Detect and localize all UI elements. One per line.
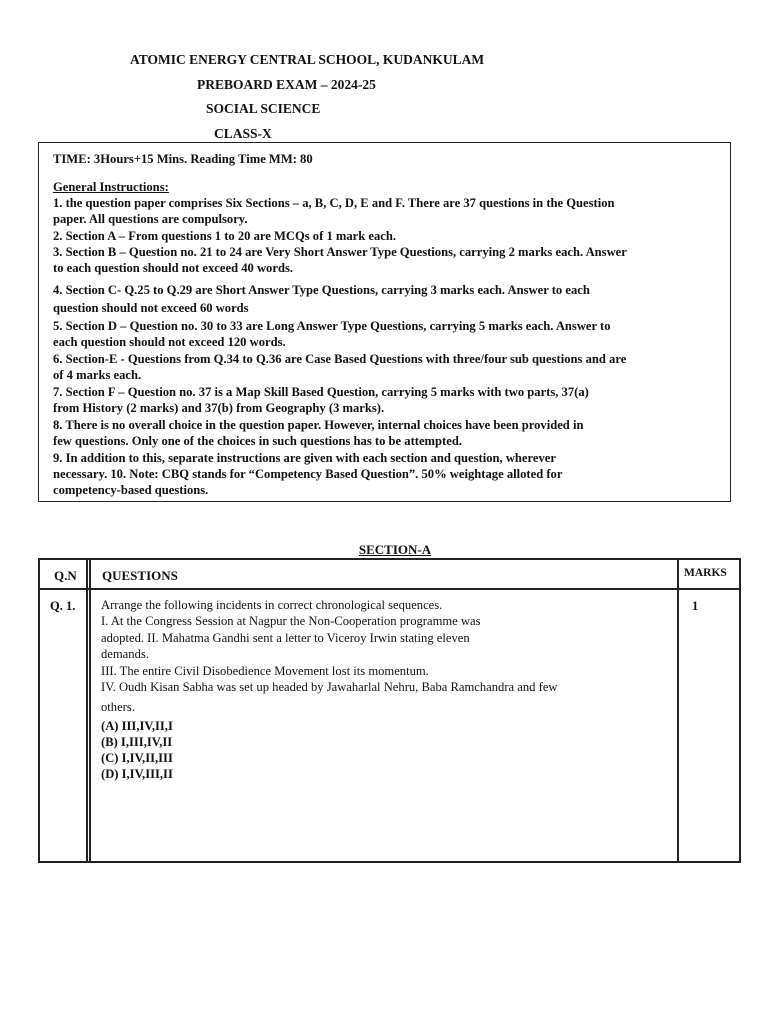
instruction-line: to each question should not exceed 40 words. xyxy=(53,261,293,275)
instruction-line: 7. Section F – Question no. 37 is a Map Skill Based Question, carrying 5 marks with two parts, 37(a) xyxy=(53,385,589,399)
instruction-line: necessary. 10. Note: CBQ stands for “Competency Based Question”. 50% weightage alloted for xyxy=(53,467,563,481)
instruction-line: 3. Section B – Question no. 21 to 24 are Very Short Answer Type Questions, carrying 2 marks each. Answer xyxy=(53,245,627,259)
option-a: (A) III,IV,II,I xyxy=(101,719,173,733)
header-qn: Q.N xyxy=(54,568,77,583)
instruction-line: each question should not exceed 120 words. xyxy=(53,335,286,349)
subject-title: SOCIAL SCIENCE xyxy=(206,101,321,116)
instruction-line: 5. Section D – Question no. 30 to 33 are Long Answer Type Questions, carrying 5 marks each. Answer to xyxy=(53,319,611,333)
header-questions: QUESTIONS xyxy=(102,568,178,583)
time-line: TIME: 3Hours+15 Mins. Reading Time MM: 80 xyxy=(53,152,313,166)
instruction-line: 9. In addition to this, separate instructions are given with each section and question, wherever xyxy=(53,451,556,465)
question-line: others. xyxy=(101,700,135,714)
question-line: Arrange the following incidents in correct chronological sequences. xyxy=(101,598,443,612)
option-c: (C) I,IV,II,III xyxy=(101,751,173,765)
option-b: (B) I,III,IV,II xyxy=(101,735,173,749)
instruction-line: of 4 marks each. xyxy=(53,368,142,382)
instruction-line: from History (2 marks) and 37(b) from Geography (3 marks). xyxy=(53,401,385,415)
question-line: adopted. II. Mahatma Gandhi sent a letter to Viceroy Irwin stating eleven xyxy=(101,631,470,645)
question-table xyxy=(38,558,741,863)
instruction-line: 2. Section A – From questions 1 to 20 are MCQs of 1 mark each. xyxy=(53,229,397,243)
question-marks: 1 xyxy=(692,599,699,613)
instructions-title: General Instructions: xyxy=(53,180,169,194)
school-name: ATOMIC ENERGY CENTRAL SCHOOL, KUDANKULAM xyxy=(130,52,485,67)
question-line: IV. Oudh Kisan Sabha was set up headed by Jawaharlal Nehru, Baba Ramchandra and few xyxy=(101,680,558,694)
instruction-line: 6. Section-E - Questions from Q.34 to Q.36 are Case Based Questions with three/four sub questions and are xyxy=(53,352,627,366)
question-line: demands. xyxy=(101,647,149,661)
header-marks: MARKS xyxy=(684,567,727,579)
exam-title: PREBOARD EXAM – 2024-25 xyxy=(197,77,376,92)
instruction-line: 8. There is no overall choice in the question paper. However, internal choices have been provided in xyxy=(53,418,584,432)
instructions-box xyxy=(38,142,731,502)
instruction-line: competency-based questions. xyxy=(53,483,209,497)
instruction-line: paper. All questions are compulsory. xyxy=(53,212,248,226)
instruction-line: few questions. Only one of the choices in such questions has to be attempted. xyxy=(53,434,462,448)
instruction-line: 4. Section C- Q.25 to Q.29 are Short Answer Type Questions, carrying 3 marks each. Answer to each xyxy=(53,283,590,297)
option-d: (D) I,IV,III,II xyxy=(101,767,173,781)
question-line: I. At the Congress Session at Nagpur the Non-Cooperation programme was xyxy=(101,614,481,628)
instruction-line: 1. the question paper comprises Six Sections – a, B, C, D, E and F. There are 37 questions in the Question xyxy=(53,196,615,210)
class-title: CLASS-X xyxy=(214,126,272,141)
question-number: Q. 1. xyxy=(50,599,76,613)
section-title: SECTION-A xyxy=(358,542,432,557)
question-line: III. The entire Civil Disobedience Movement lost its momentum. xyxy=(101,664,429,678)
instruction-line: question should not exceed 60 words xyxy=(53,301,249,315)
